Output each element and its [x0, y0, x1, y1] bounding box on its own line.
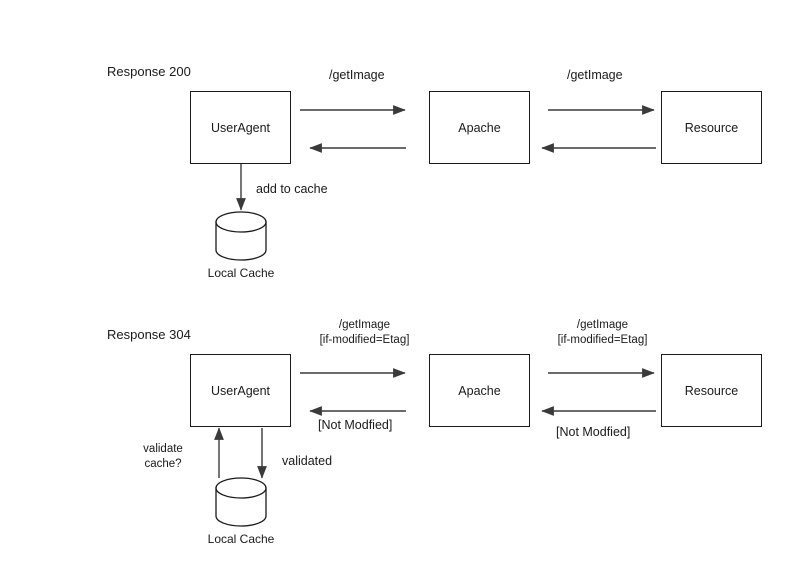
- edge-label-validate: validate: [143, 443, 183, 455]
- node-useragent-bottom[interactable]: UserAgent: [190, 354, 291, 427]
- node-resource-top[interactable]: Resource: [661, 91, 762, 164]
- request-label-ifmodified-ua-apache: [if-modified=Etag]: [319, 334, 410, 346]
- request-label-getimage-ua-apache: /getImage: [338, 319, 391, 331]
- section-title-response-200: Response 200: [107, 64, 191, 79]
- request-label-getimage-apache-resource: /getImage: [576, 319, 629, 331]
- edge-label-getimage-apache-resource: /getImage: [567, 68, 623, 82]
- node-apache-bottom[interactable]: Apache: [429, 354, 530, 427]
- local-cache-label-top: Local Cache: [207, 266, 275, 280]
- node-resource-bottom[interactable]: Resource: [661, 354, 762, 427]
- local-cache-label-bottom: Local Cache: [207, 532, 275, 546]
- edge-label-add-to-cache: add to cache: [256, 182, 328, 196]
- response-label-notmodified-resource-apache: [Not Modfied]: [556, 425, 631, 439]
- local-cache-cylinder-top: [216, 212, 266, 260]
- response-label-notmodified-apache-ua: [Not Modfied]: [318, 418, 393, 432]
- edge-label-cache-question: cache?: [144, 458, 182, 470]
- section-title-response-304: Response 304: [107, 327, 191, 342]
- edge-label-validated: validated: [282, 454, 333, 468]
- edge-label-getimage-ua-apache: /getImage: [329, 68, 385, 82]
- node-useragent-top[interactable]: UserAgent: [190, 91, 291, 164]
- local-cache-cylinder-bottom: [216, 478, 266, 526]
- request-label-ifmodified-apache-resource: [if-modified=Etag]: [557, 334, 648, 346]
- node-apache-top[interactable]: Apache: [429, 91, 530, 164]
